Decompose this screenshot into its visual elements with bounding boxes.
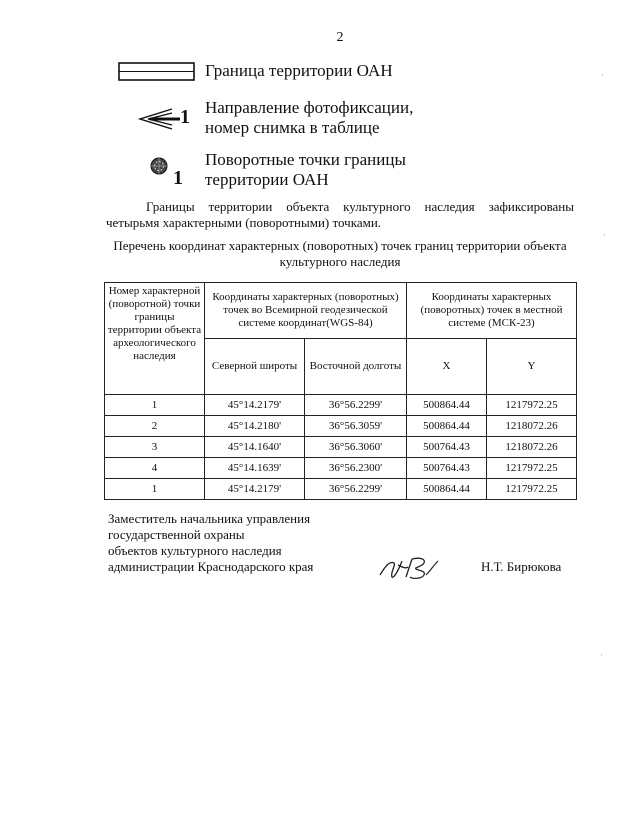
cell-x: 500764.43 bbox=[407, 458, 487, 479]
legend-direction-line2: номер снимка в таблице bbox=[205, 118, 380, 137]
cell-longitude: 36°56.2299' bbox=[305, 395, 407, 416]
cell-x: 500864.44 bbox=[407, 416, 487, 437]
cell-y: 1218072.26 bbox=[487, 416, 577, 437]
signatory-title bbox=[108, 511, 313, 575]
header-point-number: Номер характерной (поворотной) точки границы территории объекта археологического наследия bbox=[105, 283, 205, 395]
intro-paragraph: Границы территории объекта культурного наследия зафиксированы четырьмя характерными (поворотными) точками. bbox=[106, 199, 574, 230]
subheader-latitude: Северной широты bbox=[205, 339, 305, 395]
margin-mark: · bbox=[603, 230, 606, 240]
legend-points-line2: территории ОАН bbox=[205, 170, 329, 189]
handwritten-signature bbox=[376, 553, 444, 583]
signatory-line: объектов культурного наследия bbox=[108, 543, 282, 558]
margin-mark: · bbox=[601, 70, 604, 80]
cell-point-number: 1 bbox=[105, 395, 205, 416]
cell-latitude: 45°14.2179' bbox=[205, 395, 305, 416]
legend-boundary-label: Граница территории ОАН bbox=[205, 61, 393, 80]
cell-y: 1217972.25 bbox=[487, 395, 577, 416]
header-msk23: Координаты характерных (поворотных) точек в местной системе (МСК-23) bbox=[407, 283, 577, 339]
direction-number: 1 bbox=[180, 106, 190, 128]
legend-direction-line1: Направление фотофиксации, bbox=[205, 98, 414, 117]
cell-y: 1218072.26 bbox=[487, 437, 577, 458]
subheader-y: Y bbox=[487, 339, 577, 395]
cell-latitude: 45°14.1640' bbox=[205, 437, 305, 458]
coordinates-table bbox=[104, 282, 577, 500]
cell-x: 500864.44 bbox=[407, 395, 487, 416]
signatory-line: Заместитель начальника управления bbox=[108, 511, 311, 526]
cell-longitude: 36°56.2299' bbox=[305, 479, 407, 500]
table-caption: Перечень координат характерных (поворотных) точек границ территории объекта культурного наследия bbox=[113, 238, 567, 269]
cell-longitude: 36°56.3060' bbox=[305, 437, 407, 458]
table-row bbox=[105, 416, 577, 437]
subheader-x: X bbox=[407, 339, 487, 395]
direction-arrow-icon bbox=[136, 106, 184, 132]
cell-longitude: 36°56.2300' bbox=[305, 458, 407, 479]
cell-x: 500864.44 bbox=[407, 479, 487, 500]
boundary-line-icon bbox=[118, 60, 196, 84]
table-row bbox=[105, 437, 577, 458]
signatory-line: государственной охраны bbox=[108, 527, 245, 542]
cell-y: 1217972.25 bbox=[487, 458, 577, 479]
cell-longitude: 36°56.3059' bbox=[305, 416, 407, 437]
signatory-line: администрации Краснодарского края bbox=[108, 559, 314, 574]
cell-x: 500764.43 bbox=[407, 437, 487, 458]
signatory-name: Н.Т. Бирюкова bbox=[481, 559, 562, 574]
cell-latitude: 45°14.1639' bbox=[205, 458, 305, 479]
turning-point-icon bbox=[149, 156, 169, 176]
cell-latitude: 45°14.2179' bbox=[205, 479, 305, 500]
cell-y: 1217972.25 bbox=[487, 479, 577, 500]
cell-point-number: 1 bbox=[105, 479, 205, 500]
page-number: 2 bbox=[336, 30, 344, 45]
table-row bbox=[105, 458, 577, 479]
cell-latitude: 45°14.2180' bbox=[205, 416, 305, 437]
cell-point-number: 3 bbox=[105, 437, 205, 458]
table-row bbox=[105, 479, 577, 500]
cell-point-number: 4 bbox=[105, 458, 205, 479]
cell-point-number: 2 bbox=[105, 416, 205, 437]
subheader-longitude: Восточной долготы bbox=[305, 339, 407, 395]
turning-point-number: 1 bbox=[173, 167, 183, 189]
header-wgs84: Координаты характерных (поворотных) точек во Всемирной геодезической системе координат(WGS-84) bbox=[205, 283, 407, 339]
table-row bbox=[105, 395, 577, 416]
legend-points-line1: Поворотные точки границы bbox=[205, 150, 406, 169]
margin-mark: · bbox=[600, 650, 603, 660]
